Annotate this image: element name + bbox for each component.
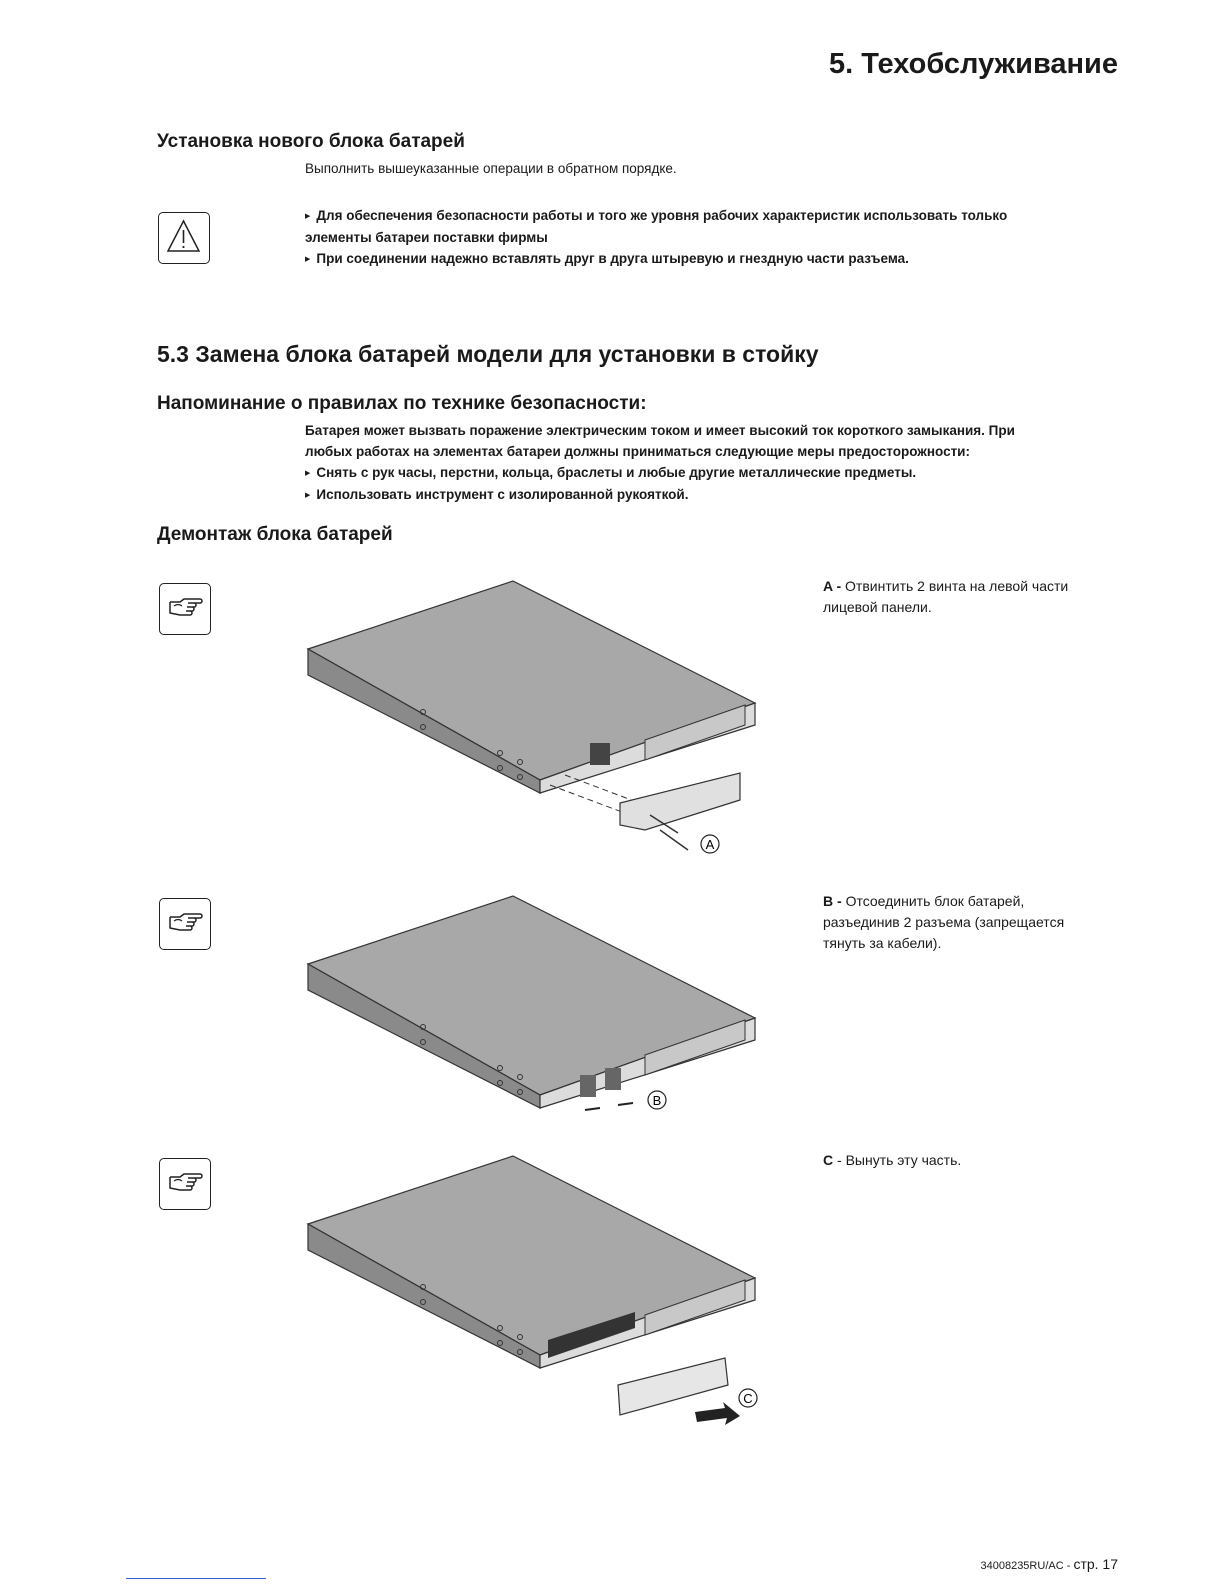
safety-text <box>305 420 1125 506</box>
install-intro: Выполнить вышеуказанные операции в обратном порядке. <box>305 161 677 176</box>
step-b-hand-box <box>159 898 211 950</box>
warning-line: ▶ Для обеспечения безопасности работы и того же уровня рабочих характеристик использовать только <box>305 205 1125 227</box>
step-c-text <box>823 1150 1123 1171</box>
step-letter: A - <box>823 578 842 594</box>
section-5-3-title: 5.3 Замена блока батарей модели для установки в стойку <box>157 341 819 367</box>
step-line: - Вынуть эту часть. <box>837 1152 962 1168</box>
page-number: стр. 17 <box>1073 1556 1118 1572</box>
pointing-hand-icon <box>160 1159 209 1208</box>
warning-triangle-icon <box>159 213 208 262</box>
pointing-hand-icon <box>160 899 209 948</box>
step-a-hand-box <box>159 583 211 635</box>
chapter-title: 5. Техобслуживание <box>829 48 1118 80</box>
page-footer <box>980 1556 1118 1572</box>
callout-label-b: B <box>652 1093 662 1108</box>
step-line: тянуть за кабели). <box>823 935 942 951</box>
callout-label-a: A <box>705 837 715 852</box>
doc-code: 34008235RU/AC - <box>980 1560 1074 1572</box>
step-letter: C <box>823 1152 834 1168</box>
step-line: Отвинтить 2 винта на левой части <box>845 578 1069 594</box>
safety-title: Напоминание о правилах по технике безопасности: <box>157 393 647 414</box>
warning-line: ▶ При соединении надежно вставлять друг в друга штыревую и гнездную части разъема. <box>305 248 1125 270</box>
pointing-hand-icon <box>160 584 209 633</box>
safety-line: любых работах на элементах батареи должны приниматься следующие меры предосторожности: <box>305 444 970 459</box>
safety-bullet: ▶ Использовать инструмент с изолированной рукояткой. <box>305 484 1125 506</box>
step-b-text <box>823 891 1123 954</box>
callout-label-c: C <box>743 1391 753 1406</box>
install-warnings <box>305 205 1125 270</box>
step-line: лицевой панели. <box>823 599 932 615</box>
safety-bullet: ▶ Снять с рук часы, перстни, кольца, браслеты и любые другие металлические предметы. <box>305 462 1125 484</box>
install-section-title: Установка нового блока батарей <box>157 131 465 152</box>
removal-title: Демонтаж блока батарей <box>157 524 393 545</box>
step-letter: B - <box>823 893 842 909</box>
step-c-hand-box <box>159 1158 211 1210</box>
step-line: разъединив 2 разъема (запрещается <box>823 914 1065 930</box>
ups-illustration-c <box>300 1150 770 1440</box>
warning-icon-box <box>158 212 210 264</box>
step-line: Отсоединить блок батарей, <box>845 893 1025 909</box>
safety-line: Батарея может вызвать поражение электрическим током и имеет высокий ток короткого замыкания. При <box>305 423 1015 438</box>
ups-illustration-b <box>300 890 770 1130</box>
step-a-text <box>823 576 1123 618</box>
ups-illustration-a <box>300 575 770 865</box>
warning-line: элементы батареи поставки фирмы <box>305 230 548 245</box>
footer-link-underline <box>126 1578 266 1579</box>
